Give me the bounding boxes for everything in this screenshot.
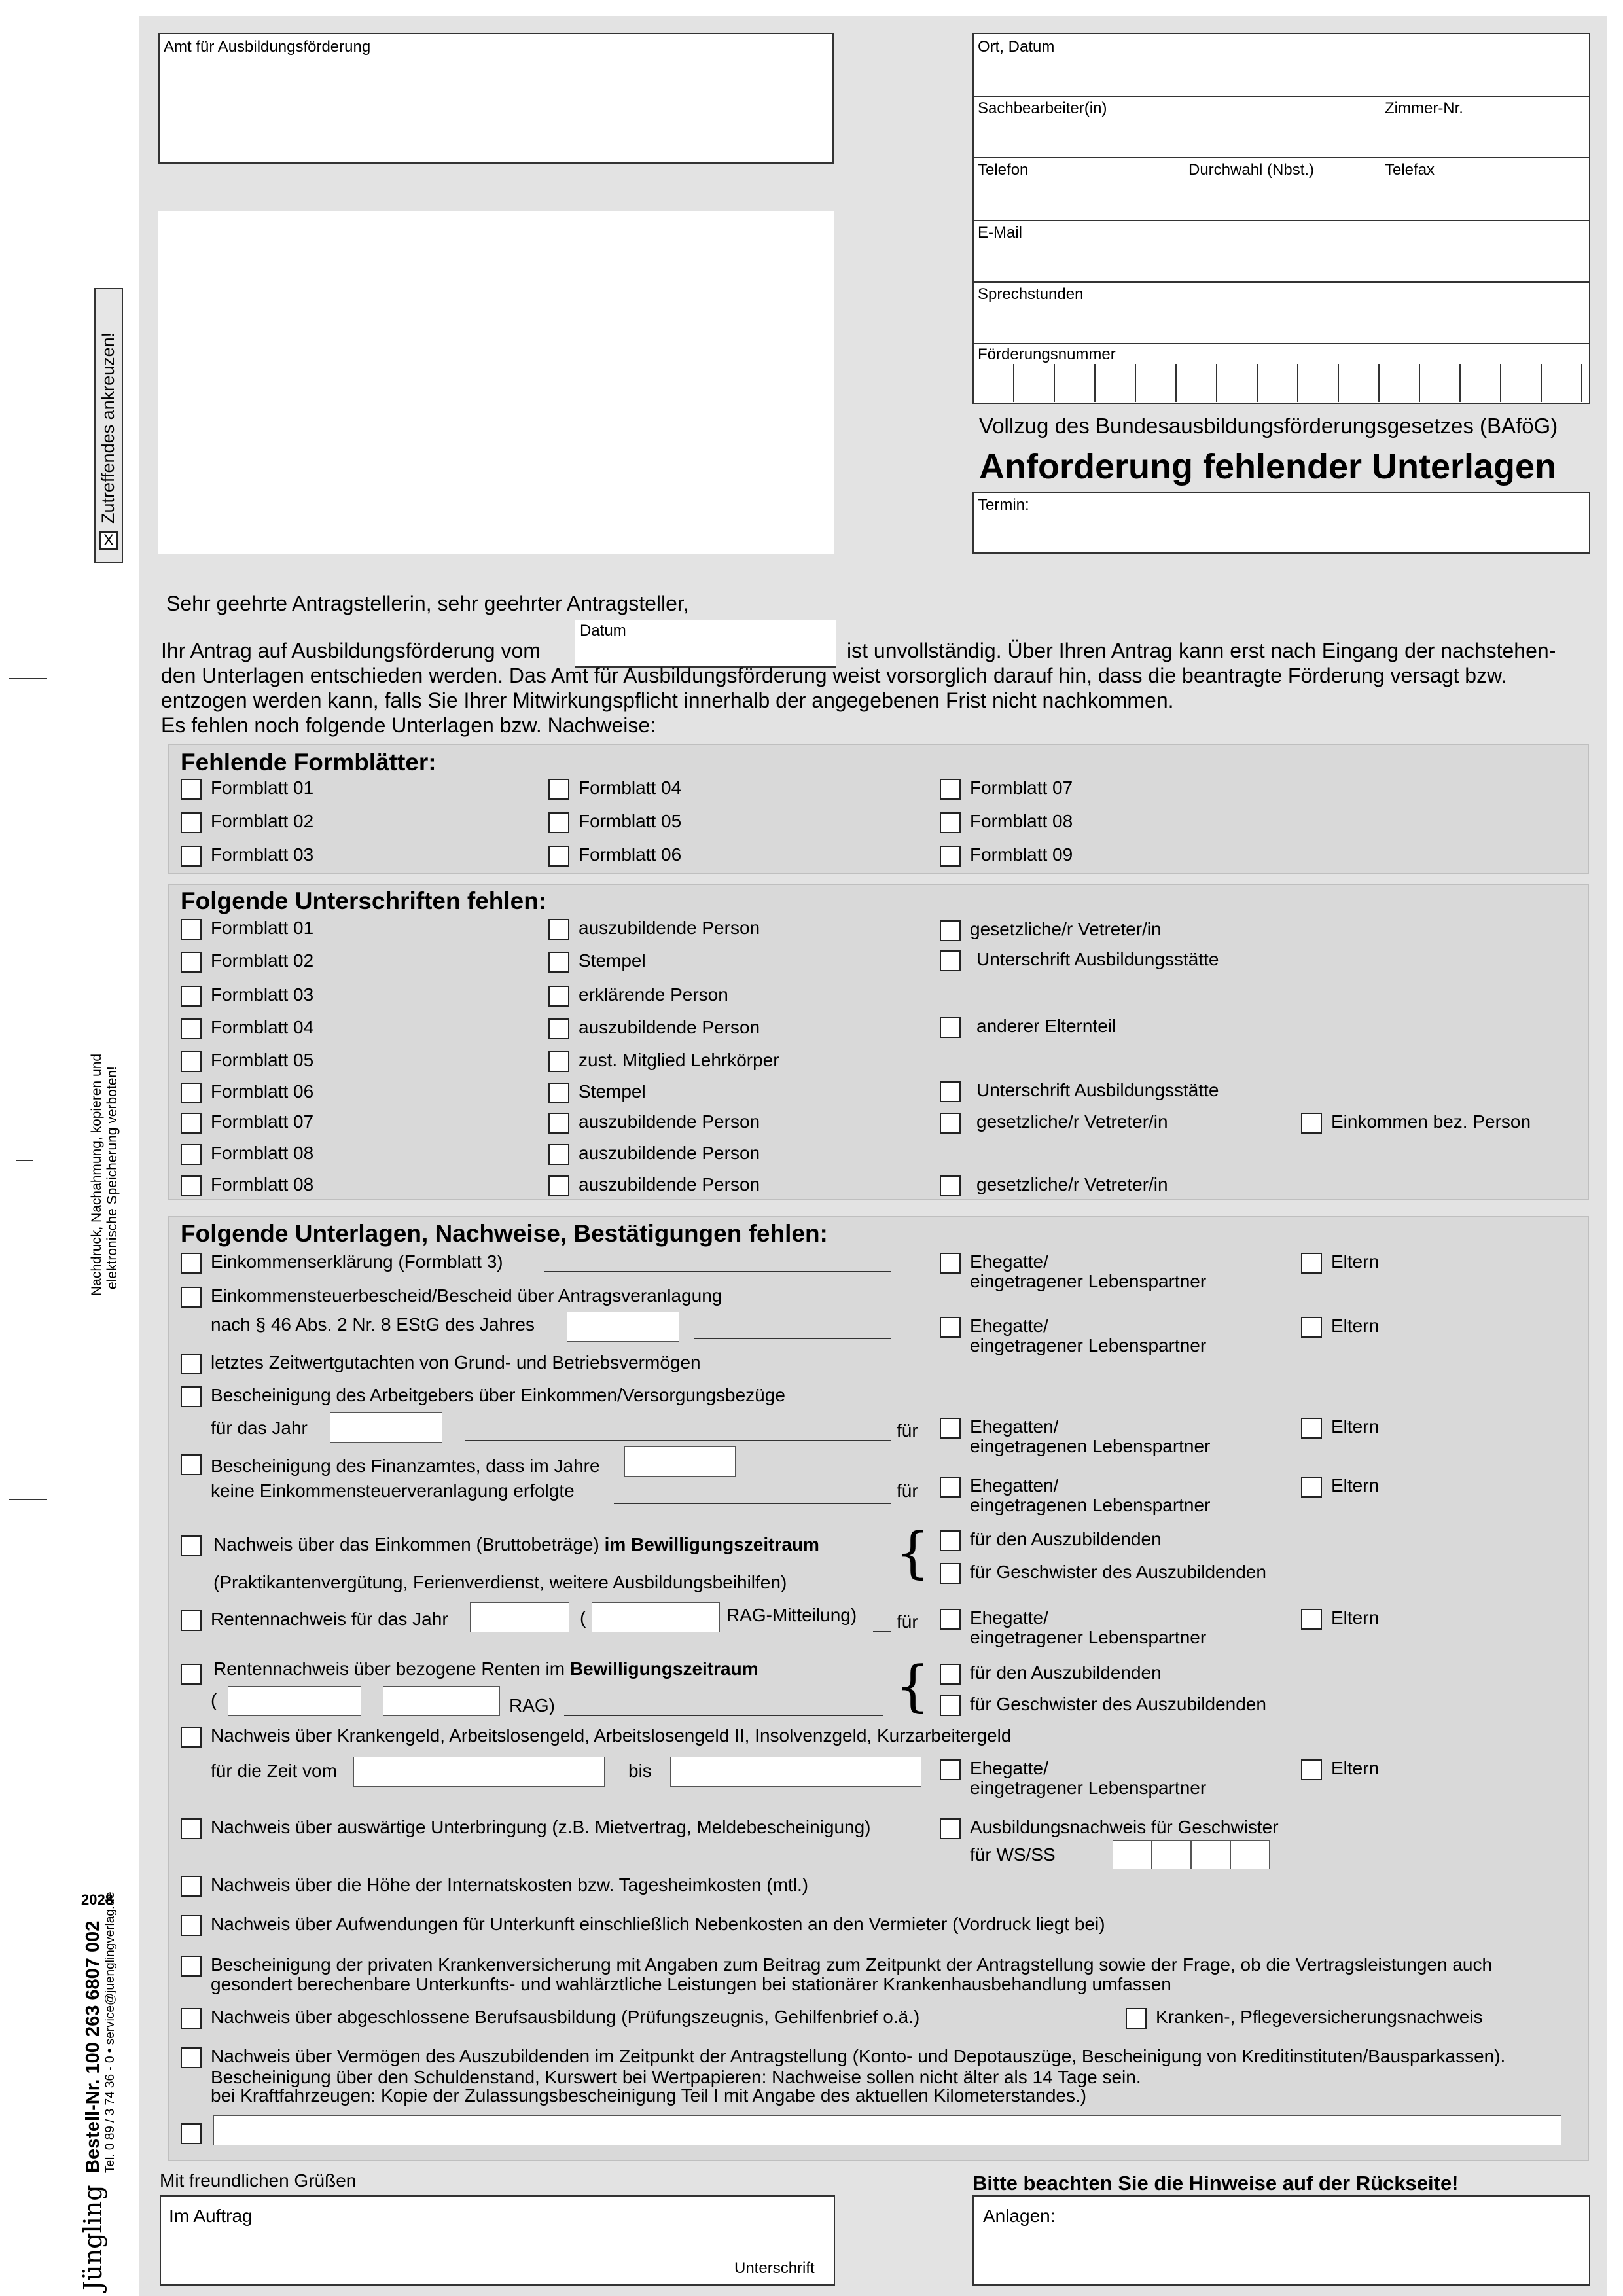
unterschriften-heading: Folgende Unterschriften fehlen: — [181, 888, 547, 914]
anlagen-box[interactable] — [972, 2195, 1590, 2286]
finanzamt-line[interactable] — [614, 1503, 891, 1504]
item-label: nach § 46 Abs. 2 Nr. 8 EStG des Jahres — [211, 1314, 535, 1335]
einkommenserklaerung-ehegatte-line2 — [970, 1271, 1206, 1292]
item-label: Eltern — [1331, 1475, 1380, 1496]
sig-label: auszubildende Person — [579, 918, 760, 938]
checkbox[interactable] — [181, 1664, 202, 1685]
checkbox[interactable] — [181, 1915, 202, 1936]
finanzamt-line2 — [211, 1480, 575, 1501]
checkbox[interactable] — [181, 1144, 202, 1165]
arbeitgeber-ehegatten-line2 — [970, 1436, 1210, 1457]
checkbox[interactable] — [181, 2047, 202, 2068]
sig-label: Formblatt 04 — [211, 1017, 314, 1037]
zeit-vom-label — [211, 1761, 337, 1782]
sachbearbeiter-field[interactable] — [974, 96, 1589, 158]
checkbox[interactable] — [181, 1727, 202, 1748]
checkbox[interactable] — [940, 1253, 961, 1274]
checkbox[interactable] — [548, 1144, 569, 1165]
zimmer-label: Zimmer-Nr. — [1385, 99, 1463, 117]
item-label: Eltern — [1331, 1416, 1380, 1437]
sig-label: Formblatt 03 — [211, 984, 314, 1005]
item-label-part: Nachweis über das Einkommen (Bruttobeträge) — [213, 1534, 599, 1554]
brace-rente: { — [895, 1654, 931, 1718]
datum-label: Datum — [580, 622, 626, 639]
checkbox[interactable] — [940, 1418, 961, 1439]
checkbox[interactable] — [181, 1083, 202, 1103]
sig-label: Formblatt 08 — [211, 1143, 314, 1163]
item-label: ( — [580, 1607, 586, 1628]
item-label: Eltern — [1331, 1607, 1380, 1628]
checkbox[interactable] — [1301, 1477, 1322, 1498]
item-label-bold: im Bewilligungszeitraum — [604, 1534, 819, 1554]
termin-field[interactable] — [972, 492, 1590, 554]
checkbox[interactable] — [940, 1017, 961, 1038]
checkbox[interactable] — [940, 920, 961, 941]
checkbox[interactable] — [1301, 1253, 1322, 1274]
checkbox[interactable] — [548, 779, 569, 800]
arbeitgeber-line2 — [211, 1418, 308, 1439]
checkbox[interactable] — [181, 1253, 202, 1274]
ort-datum-label: Ort, Datum — [978, 38, 1055, 56]
order-number: Bestell-Nr. 100 263 6807 002 — [82, 1920, 103, 2173]
item-label: Eltern — [1331, 1251, 1380, 1272]
sig-label: Unterschrift Ausbildungsstätte — [976, 949, 1219, 969]
letter-line1a: Ihr Antrag auf Ausbildungsförderung vom — [161, 639, 541, 662]
page-title: Anforderung fehlender Unterlagen — [979, 447, 1557, 486]
checkbox[interactable] — [940, 1477, 961, 1498]
checkbox[interactable] — [1301, 1759, 1322, 1780]
rente-bezogen-field-1[interactable] — [228, 1686, 361, 1716]
checkbox[interactable] — [940, 1081, 961, 1102]
sprechstunden-label: Sprechstunden — [978, 285, 1084, 303]
sig-label: Formblatt 02 — [211, 950, 314, 971]
telefon-field[interactable] — [974, 157, 1589, 221]
item-label: Nachweis über auswärtige Unterbringung (z.B. Mietvertrag, Meldebescheinigung) — [211, 1817, 871, 1837]
telefax-label: Telefax — [1385, 161, 1435, 179]
item-label: für — [897, 1420, 918, 1441]
checkbox[interactable] — [181, 952, 202, 973]
checkbox[interactable] — [548, 1018, 569, 1039]
item-label: eingetragenen Lebenspartner — [970, 1495, 1211, 1515]
checkbox[interactable] — [940, 1695, 961, 1716]
signature-box[interactable] — [160, 2195, 835, 2286]
rente-fuer — [897, 1611, 918, 1632]
checkbox[interactable] — [181, 1113, 202, 1134]
rente-jahr-field[interactable] — [470, 1602, 569, 1632]
item-label: Ausbildungsnachweis für Geschwister — [970, 1817, 1279, 1837]
item-label: Eltern — [1331, 1316, 1380, 1336]
sig-label: Unterschrift Ausbildungsstätte — [976, 1080, 1219, 1100]
sig-label: auszubildende Person — [579, 1143, 760, 1163]
checkbox[interactable] — [181, 1535, 202, 1556]
sig-label: Formblatt 08 — [211, 1174, 314, 1194]
item-label: eingetragener Lebenspartner — [970, 1335, 1207, 1355]
checkbox[interactable] — [940, 1759, 961, 1780]
sig-label: gesetzliche/r Vetreter/in — [976, 1174, 1168, 1194]
item-label: Einkommenserklärung (Formblatt 3) — [211, 1251, 503, 1272]
checkbox[interactable] — [1301, 1113, 1322, 1134]
checkbox[interactable] — [181, 846, 202, 867]
formblatt-label: Formblatt 06 — [579, 844, 682, 865]
checkbox[interactable] — [940, 812, 961, 833]
sig-label: zust. Mitglied Lehrkörper — [579, 1050, 779, 1070]
rente-line[interactable] — [873, 1631, 891, 1632]
item-label: für — [897, 1480, 918, 1501]
foerderungsnummer-digit-ticks — [974, 364, 1589, 402]
formblatt-label: Formblatt 03 — [211, 844, 314, 865]
sig-label: gesetzliche/r Vetreter/in — [970, 919, 1162, 939]
steuerbescheid-ehegatte-line2 — [970, 1335, 1206, 1356]
sig-label: anderer Elternteil — [976, 1016, 1116, 1036]
krankengeld-ehegatte-line2 — [970, 1778, 1206, 1799]
arbeitgeber-line[interactable] — [465, 1440, 891, 1441]
address-window[interactable] — [158, 211, 834, 554]
nachweis-einkommen-line2 — [213, 1572, 787, 1593]
salutation: Sehr geehrte Antragstellerin, sehr geehrter Antragsteller, — [166, 592, 689, 615]
zutreffend-label: Zutreffendes ankreuzen! — [98, 332, 118, 524]
im-auftrag-label: Im Auftrag — [169, 2206, 253, 2226]
item-label: eingetragener Lebenspartner — [970, 1627, 1207, 1647]
anlagen-label: Anlagen: — [983, 2206, 1056, 2226]
checkbox[interactable] — [548, 919, 569, 940]
checkbox[interactable] — [181, 1454, 202, 1475]
item-label: Nachweis über Krankengeld, Arbeitslosengeld, Arbeitslosengeld II, Insolvenzgeld, Kurzarbeitergeld — [211, 1725, 1012, 1746]
antrag-datum-field[interactable] — [575, 620, 836, 668]
finanzamt-jahr-field[interactable] — [624, 1446, 736, 1477]
formblatt-label: Formblatt 08 — [970, 811, 1073, 831]
item-label: (Praktikantenvergütung, Ferienverdienst, weitere Ausbildungsbeihilfen) — [213, 1572, 787, 1592]
item-label: für den Auszubildenden — [970, 1529, 1162, 1549]
checkbox[interactable] — [940, 1609, 961, 1630]
checkbox[interactable] — [181, 2123, 202, 2144]
rente-bezogen-paren — [211, 1690, 217, 1711]
letter-line2: den Unterlagen entschieden werden. Das Amt für Ausbildungsförderung weist vorsorglich darauf hin, dass die beantragte Förderung versagt bzw. — [161, 664, 1507, 687]
checkbox[interactable] — [1301, 1609, 1322, 1630]
ws-ss-field[interactable] — [1113, 1840, 1270, 1869]
rag-mitteilung-field[interactable] — [592, 1602, 720, 1632]
checkbox[interactable] — [548, 812, 569, 833]
item-label: Eltern — [1331, 1758, 1380, 1778]
steuerbescheid-line[interactable] — [694, 1338, 891, 1339]
checkbox[interactable] — [181, 986, 202, 1007]
checkbox[interactable] — [181, 1956, 202, 1977]
item-label: eingetragener Lebenspartner — [970, 1778, 1207, 1798]
formblatt-label: Formblatt 07 — [970, 778, 1073, 798]
item-label-bold: Bewilligungszeitraum — [569, 1659, 758, 1679]
fold-mark-middle — [16, 1160, 33, 1161]
amt-box[interactable] — [158, 33, 834, 164]
einkommenserklaerung-line[interactable] — [544, 1271, 891, 1272]
steuerbescheid-jahr-field[interactable] — [567, 1312, 679, 1342]
item-label: Nachweis über die Höhe der Internatskosten bzw. Tagesheimkosten (mtl.) — [211, 1874, 809, 1895]
sig-label: Stempel — [579, 1081, 646, 1102]
item-label: eingetragener Lebenspartner — [970, 1271, 1207, 1291]
checkbox[interactable] — [181, 1610, 202, 1631]
ort-datum-field[interactable] — [974, 34, 1589, 97]
checkbox[interactable] — [1301, 1317, 1322, 1338]
email-field[interactable] — [974, 220, 1589, 283]
publisher-logo: Jüngling — [79, 2185, 107, 2291]
letter-line1b: ist unvollständig. Über Ihren Antrag kann erst nach Eingang der nachstehen- — [847, 639, 1556, 662]
email-label: E-Mail — [978, 224, 1023, 242]
checkbox[interactable] — [181, 1386, 202, 1407]
item-label: für das Jahr — [211, 1418, 308, 1438]
checkbox[interactable] — [1301, 1418, 1322, 1439]
checkbox[interactable] — [940, 779, 961, 800]
sig-label: Formblatt 07 — [211, 1111, 314, 1132]
item-label: für Geschwister des Auszubildenden — [970, 1694, 1266, 1714]
checkbox[interactable] — [181, 1018, 202, 1039]
checkbox[interactable] — [940, 1113, 961, 1134]
checkbox[interactable] — [940, 1563, 961, 1584]
item-label: Bescheinigung der privaten Krankenversicherung mit Angaben zum Beitrag zum Zeitpunkt der Antragstellung sowie der Frage, ob die Vertragsleistungen auch — [211, 1954, 1493, 1975]
sig-label: Stempel — [579, 950, 646, 971]
foerderungsnummer-label: Förderungsnummer — [978, 346, 1116, 363]
item-label: Ehegatte/ — [970, 1251, 1048, 1272]
brace-einkommen: { — [895, 1520, 931, 1585]
item-label: Ehegatten/ — [970, 1475, 1059, 1496]
formblaetter-heading: Fehlende Formblätter: — [181, 749, 437, 776]
item-label: Ehegatte/ — [970, 1316, 1048, 1336]
item-label: für Geschwister des Auszubildenden — [970, 1562, 1266, 1582]
letter-line3: entzogen werden kann, falls Sie Ihrer Mitwirkungspflicht innerhalb der angegebenen Frist nicht nachkommen. — [161, 689, 1174, 712]
rag-mitteilung-label — [726, 1605, 857, 1626]
checkbox[interactable] — [940, 1818, 961, 1839]
item-label: Nachweis über abgeschlossene Berufsausbildung (Prüfungszeugnis, Gehilfenbrief o.ä.) — [211, 2007, 920, 2027]
item-label: keine Einkommensteuerveranlagung erfolgte — [211, 1480, 575, 1501]
checkbox[interactable] — [548, 952, 569, 973]
vermoegen-line3 — [211, 2085, 1086, 2106]
formblatt-label: Formblatt 02 — [211, 811, 314, 831]
fold-mark-top — [9, 678, 47, 679]
checkbox[interactable] — [181, 1876, 202, 1897]
item-label: eingetragenen Lebenspartner — [970, 1436, 1211, 1456]
item-label: gesondert berechenbare Unterkunfts- und wahlärztliche Leistungen bei stationärer Krankenhausbehandlung umfassen — [211, 1974, 1171, 1994]
ws-ss-label — [970, 1844, 1056, 1865]
sig-label: auszubildende Person — [579, 1174, 760, 1194]
checkbox[interactable] — [181, 1818, 202, 1839]
form-number: 2028 — [81, 1892, 113, 1908]
item-label: Nachweis über Vermögen des Auszubildenden im Zeitpunkt der Antragstellung (Konto- und Depotauszüge, Bescheinigung von Kreditinstituten/Bausparkassen). — [211, 2046, 1506, 2066]
formblatt-label: Formblatt 01 — [211, 778, 314, 798]
checkbox[interactable] — [181, 919, 202, 940]
checkbox[interactable] — [548, 1175, 569, 1196]
finanzamt-ehegatten-line2 — [970, 1495, 1210, 1516]
arbeitgeber-jahr-field[interactable] — [330, 1412, 442, 1443]
item-label: für die Zeit vom — [211, 1761, 337, 1781]
checkbox[interactable] — [548, 1083, 569, 1103]
rente-bezogen-rag — [509, 1695, 555, 1716]
publisher-contact: Tel. 0 89 / 3 74 36 - 0 • service@juenglingverlag.de — [103, 1892, 117, 2173]
formblatt-label: Formblatt 04 — [579, 778, 682, 798]
zeit-bis-field[interactable] — [670, 1757, 921, 1787]
checkbox[interactable] — [940, 1664, 961, 1685]
finanzamt-fuer — [897, 1480, 918, 1501]
item-label — [213, 1659, 758, 1679]
item-label: Ehegatten/ — [970, 1416, 1059, 1437]
rente-open-paren — [580, 1607, 586, 1628]
contact-info-box — [972, 33, 1590, 404]
item-label: Rentennachweis für das Jahr — [211, 1609, 448, 1629]
formblatt-label: Formblatt 05 — [579, 811, 682, 831]
unterschrift-label: Unterschrift — [734, 2259, 815, 2277]
item-label: Bescheinigung über den Schuldenstand, Kurswert bei Wertpapieren: Nachweise sollen nicht älter als 14 Tage sein. — [211, 2067, 1141, 2087]
item-label: für den Auszubildenden — [970, 1662, 1162, 1683]
item-label: Einkommensteuerbescheid/Bescheid über Antragsveranlagung — [211, 1285, 722, 1306]
checkbox[interactable] — [181, 1175, 202, 1196]
unterlagen-heading: Folgende Unterlagen, Nachweise, Bestätigungen fehlen: — [181, 1220, 828, 1247]
checkbox[interactable] — [181, 1354, 202, 1374]
checkbox[interactable] — [181, 2008, 202, 2029]
item-label: bis — [628, 1761, 652, 1781]
krankenversicherung-line2 — [211, 1974, 1171, 1995]
item-label: RAG) — [509, 1695, 555, 1715]
bis-label — [628, 1761, 652, 1782]
checkbox[interactable] — [940, 1530, 961, 1551]
sig-label: Formblatt 05 — [211, 1050, 314, 1070]
zutreffend-checkbox: X — [99, 531, 118, 550]
checkbox[interactable] — [548, 1113, 569, 1134]
termin-label: Termin: — [978, 496, 1029, 514]
item-label: für — [897, 1611, 918, 1632]
durchwahl-label: Durchwahl (Nbst.) — [1188, 161, 1315, 179]
sachbearbeiter-label: Sachbearbeiter(in) — [978, 99, 1107, 117]
item-label: Bescheinigung des Finanzamtes, dass im Jahre — [211, 1456, 600, 1476]
checkbox[interactable] — [1126, 2008, 1147, 2029]
item-label: bei Kraftfahrzeugen: Kopie der Zulassungsbescheinigung Teil I mit Angabe des aktuellen Kilometerstandes.) — [211, 2085, 1087, 2106]
item-label: Ehegatte/ — [970, 1758, 1048, 1778]
checkbox[interactable] — [940, 950, 961, 971]
checkbox[interactable] — [181, 1287, 202, 1308]
rente-ehegatte-line2 — [970, 1627, 1206, 1648]
rente-bezogen-field-2[interactable] — [383, 1686, 500, 1716]
sig-label: Formblatt 06 — [211, 1081, 314, 1102]
item-label: Kranken-, Pflegeversicherungsnachweis — [1156, 2007, 1483, 2027]
checkbox[interactable] — [548, 1051, 569, 1072]
formblatt-label: Formblatt 09 — [970, 844, 1073, 865]
checkbox[interactable] — [181, 1051, 202, 1072]
item-label: letztes Zeitwertgutachten von Grund- und Betriebsvermögen — [211, 1352, 701, 1372]
rente-bezogen-line[interactable] — [564, 1715, 883, 1716]
checkbox[interactable] — [181, 779, 202, 800]
sig-label: erklärende Person — [579, 984, 728, 1005]
item-label: Bescheinigung des Arbeitgebers über Einkommen/Versorgungsbezüge — [211, 1385, 785, 1405]
item-label: Ehegatte/ — [970, 1607, 1048, 1628]
section-unterschriften — [168, 884, 1589, 1200]
sprechstunden-field[interactable] — [974, 281, 1589, 344]
arbeitgeber-fuer — [897, 1420, 918, 1441]
telefon-label: Telefon — [978, 161, 1029, 179]
rueckseite-hinweis: Bitte beachten Sie die Hinweise auf der Rückseite! — [972, 2172, 1459, 2195]
item-label: für WS/SS — [970, 1844, 1056, 1865]
checkbox[interactable] — [940, 1317, 961, 1338]
steuerbescheid-line2 — [211, 1314, 535, 1335]
sig-label: gesetzliche/r Vetreter/in — [976, 1111, 1168, 1132]
item-label: ( — [211, 1690, 217, 1710]
sig-label: Formblatt 01 — [211, 918, 314, 938]
copyright-line1: Nachdruck, Nachahmung, kopieren und — [89, 1053, 104, 1296]
item-label: Nachweis über Aufwendungen für Unterkunft einschließlich Nebenkosten an den Vermieter (Vordruck liegt bei) — [211, 1914, 1105, 1934]
item-label: RAG-Mitteilung) — [726, 1605, 857, 1625]
checkbox[interactable] — [548, 846, 569, 867]
zeit-vom-field[interactable] — [353, 1757, 605, 1787]
item-label — [213, 1534, 819, 1555]
sig-label: Einkommen bez. Person — [1331, 1111, 1531, 1132]
sig-label: auszubildende Person — [579, 1111, 760, 1132]
checkbox[interactable] — [940, 1175, 961, 1196]
copyright-line2: elektronische Speicherung verboten! — [105, 1066, 120, 1289]
gruesse: Mit freundlichen Grüßen — [160, 2170, 357, 2191]
checkbox[interactable] — [181, 812, 202, 833]
sonstiges-field[interactable] — [213, 2115, 1561, 2145]
foerderungsnummer-field[interactable] — [974, 343, 1589, 403]
amt-label: Amt für Ausbildungsförderung — [164, 38, 371, 56]
item-label-part: Rentennachweis über bezogene Renten im — [213, 1659, 565, 1679]
fold-mark-bottom — [9, 1499, 47, 1500]
letter-line4: Es fehlen noch folgende Unterlagen bzw. Nachweise: — [161, 713, 656, 737]
checkbox[interactable] — [548, 986, 569, 1007]
checkbox[interactable] — [940, 846, 961, 867]
sig-label: auszubildende Person — [579, 1017, 760, 1037]
bafoeg-subtitle: Vollzug des Bundesausbildungsförderungsgesetzes (BAföG) — [979, 414, 1558, 438]
